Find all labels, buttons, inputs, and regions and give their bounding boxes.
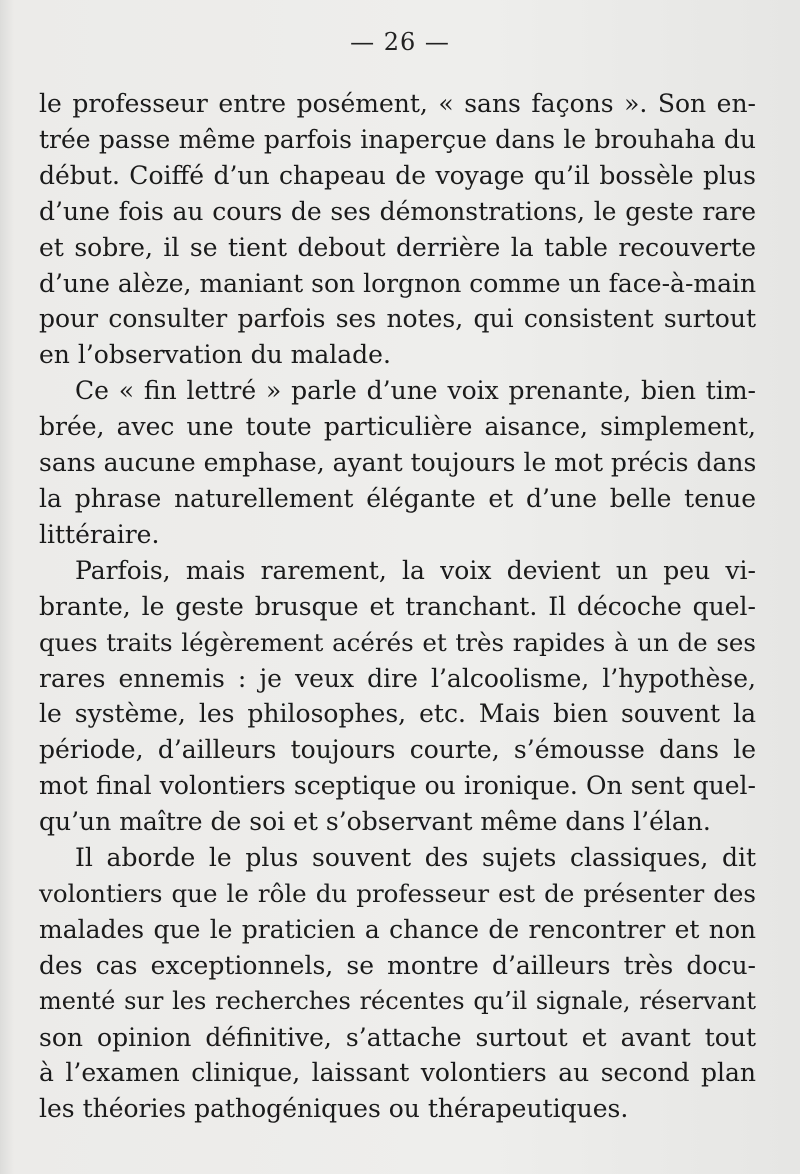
text-line: trée passe même parfois inaperçue dans le brouhaha du [39,124,756,154]
text-line: Il aborde le plus souvent des sujets classiques, dit [75,843,756,873]
text-line: d’une fois au cours de ses démonstrations, le geste rare [39,196,756,226]
text-line: littéraire. [39,519,160,549]
text-line: le professeur entre posément, « sans façons ». Son en- [39,89,756,118]
text-line: volontiers que le rôle du professeur est de présenter des [39,878,756,908]
text-line: son opinion définitive, s’attache surtout et avant tout [39,1022,756,1052]
text-line: la phrase naturellement élégante et d’une belle tenue [39,483,756,513]
page-number: — 26 — [350,28,450,56]
text-line: menté sur les recherches récentes qu’il signale, réservant [39,986,756,1015]
text-line: qu’un maître de soi et s’observant même dans l’élan. [39,807,711,837]
text-line: période, d’ailleurs toujours courte, s’émousse dans le [39,735,756,765]
text-line: malades que le praticien a chance de rencontrer et non [39,914,756,944]
text-line: à l’examen clinique, laissant volontiers au second plan [39,1058,756,1088]
text-line: des cas exceptionnels, se montre d’ailleurs très docu- [39,950,756,980]
text-line: les théories pathogéniques ou thérapeutiques. [39,1094,629,1124]
paragraph-1 [39,86,756,373]
text-line: début. Coiffé d’un chapeau de voyage qu’il bossèle plus [39,160,756,190]
paragraph-2 [39,373,756,553]
text-line: brée, avec une toute particulière aisance, simplement, [39,412,756,442]
text-line: pour consulter parfois ses notes, qui consistent surtout [39,304,756,334]
text-line: Ce « fin lettré » parle d’une voix prenante, bien tim- [75,376,756,406]
text-line: brante, le geste brusque et tranchant. Il décoche quel- [39,591,756,621]
text-line: sans aucune emphase, ayant toujours le mot précis dans [39,448,757,478]
text-line: mot final volontiers sceptique ou ironique. On sent quel- [39,771,756,801]
text-line: en l’observation du malade. [39,340,391,370]
text-line: ques traits légèrement acérés et très rapides à un de ses [39,627,756,657]
paragraph-3 [39,553,756,840]
text-line: et sobre, il se tient debout derrière la table recouverte [39,232,756,262]
text-line: le système, les philosophes, etc. Mais bien souvent la [39,699,756,729]
text-line: rares ennemis : je veux dire l’alcoolisme, l’hypothèse, [39,663,756,693]
text-line: Parfois, mais rarement, la voix devient un peu vi- [75,555,756,585]
body-text [39,86,756,1127]
paragraph-4 [39,840,756,1127]
text-line: d’une alèze, maniant son lorgnon comme un face-à-main [39,268,757,298]
